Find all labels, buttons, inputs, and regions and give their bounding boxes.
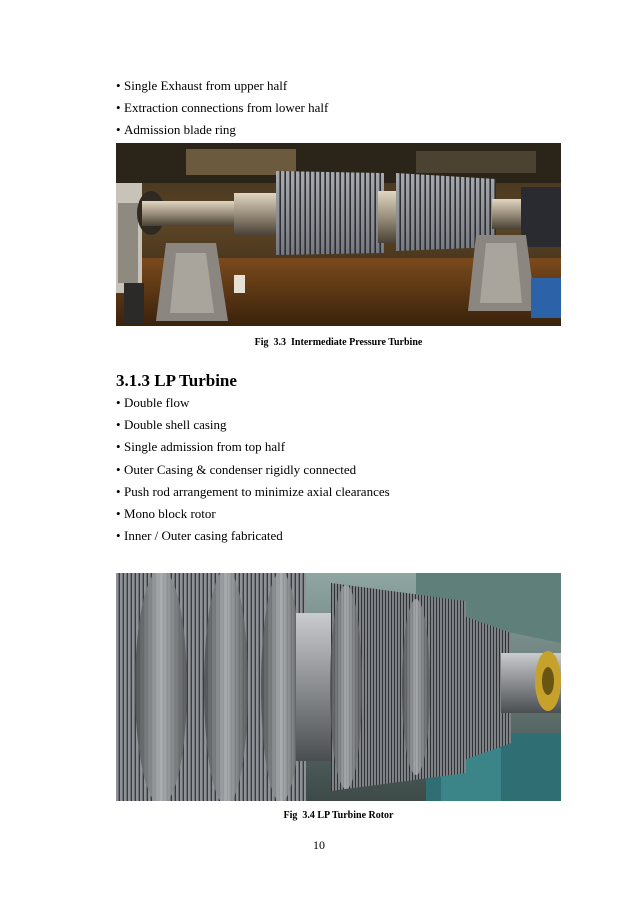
bullet-item: [116, 481, 390, 503]
bullet-item: [116, 97, 328, 119]
figure-caption: Fig 3.3 Intermediate Pressure Turbine: [254, 337, 423, 348]
figure-caption: Fig 3.4 LP Turbine Rotor: [283, 810, 394, 821]
bullet-text: Mono block rotor: [124, 505, 216, 521]
intro-bullet-list: [116, 75, 328, 142]
bullet-item: [116, 436, 390, 458]
ip-turbine-illustration: [116, 143, 561, 326]
bullet-marker: •: [116, 505, 121, 521]
bullet-text: Single Exhaust from upper half: [124, 78, 288, 93]
bullet-text: Push rod arrangement to minimize axial clearances: [124, 483, 390, 499]
bullet-marker: •: [116, 528, 121, 544]
bullet-marker: •: [116, 122, 121, 138]
bullet-marker: •: [116, 461, 121, 477]
bullet-marker: •: [116, 483, 121, 499]
lp-rotor-photo: [116, 573, 561, 801]
bullet-marker: •: [116, 100, 121, 116]
bullet-text: Inner / Outer casing fabricated: [124, 528, 283, 544]
lp-turbine-bullet-list: [116, 392, 390, 547]
bullet-marker: •: [116, 439, 121, 455]
bullet-text: Single admission from top half: [124, 439, 286, 455]
bullet-marker: •: [116, 417, 121, 433]
bullet-text: Outer Casing & condenser rigidly connected: [124, 461, 357, 477]
bullet-item: [116, 119, 328, 141]
bullet-marker: •: [116, 78, 121, 93]
bullet-text: Double shell casing: [124, 417, 227, 433]
bullet-text: Double flow: [124, 395, 190, 410]
page-number: 10: [313, 838, 325, 852]
ip-turbine-photo: [116, 143, 561, 326]
section-heading: 3.1.3 LP Turbine: [116, 371, 237, 390]
bullet-item: [116, 392, 390, 414]
bullet-text: Admission blade ring: [124, 122, 236, 138]
bullet-item: [116, 75, 328, 97]
bullet-text: Extraction connections from lower half: [124, 100, 329, 116]
bullet-item: [116, 525, 390, 547]
bullet-item: [116, 459, 390, 481]
bullet-item: [116, 414, 390, 436]
lp-rotor-illustration: [116, 573, 561, 801]
bullet-item: [116, 503, 390, 525]
bullet-marker: •: [116, 395, 121, 410]
